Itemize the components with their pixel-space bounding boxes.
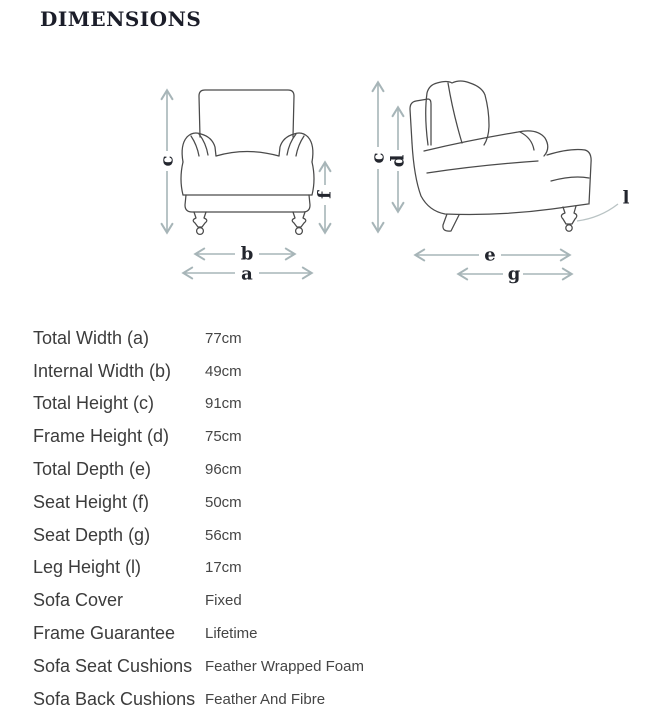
spec-value: Feather And Fibre [205,690,326,708]
spec-value: 77cm [205,329,242,347]
spec-label: Seat Height (f) [33,491,150,512]
spec-label: Total Width (a) [33,327,150,348]
dimension-letter-labels [157,152,630,284]
dimensions-table [33,322,633,716]
label-g: g [507,263,521,285]
armchair-side-view-drawing [410,81,591,231]
side-view-dimension-arrows [378,83,618,274]
spec-label: Frame Guarantee [33,623,176,644]
label-l: l [622,187,630,209]
spec-label: Sofa Seat Cushions [33,655,193,676]
table-row [33,650,633,683]
label-c-side: c [367,152,389,164]
spec-value: 75cm [205,428,242,446]
table-row [33,552,633,585]
table-row [33,322,633,355]
spec-value: 50cm [205,493,242,511]
spec-value: Feather Wrapped Foam [205,657,364,675]
dimensions-diagram [0,55,650,305]
table-row [33,617,633,650]
spec-value: Fixed [205,592,242,610]
spec-value: 91cm [205,395,242,413]
armchair-front-view-drawing [181,90,314,234]
label-d: d [387,154,409,168]
spec-value: 96cm [205,461,242,479]
table-row [33,486,633,519]
table-row [33,420,633,453]
label-f: f [314,191,336,199]
table-row [33,453,633,486]
label-a: a [241,263,253,285]
spec-label: Internal Width (b) [33,360,172,381]
table-row [33,683,633,716]
spec-label: Sofa Back Cushions [33,688,196,709]
table-row [33,388,633,421]
spec-value: 56cm [205,526,242,544]
spec-value: 49cm [205,362,242,380]
spec-label: Frame Height (d) [33,426,170,447]
label-e: e [484,244,496,266]
label-b: b [240,243,254,265]
spec-value: 17cm [205,559,242,577]
spec-label: Seat Depth (g) [33,524,151,545]
table-row [33,355,633,388]
spec-label: Sofa Cover [33,590,124,611]
spec-label: Total Depth (e) [33,459,152,480]
leg-leader-line [577,204,618,221]
spec-label: Leg Height (l) [33,557,142,578]
table-row [33,584,633,617]
spec-label: Total Height (c) [33,393,155,414]
table-row [33,519,633,552]
label-c-front: c [156,155,178,167]
spec-value: Lifetime [205,625,258,643]
page-title: DIMENSIONS [40,7,202,31]
